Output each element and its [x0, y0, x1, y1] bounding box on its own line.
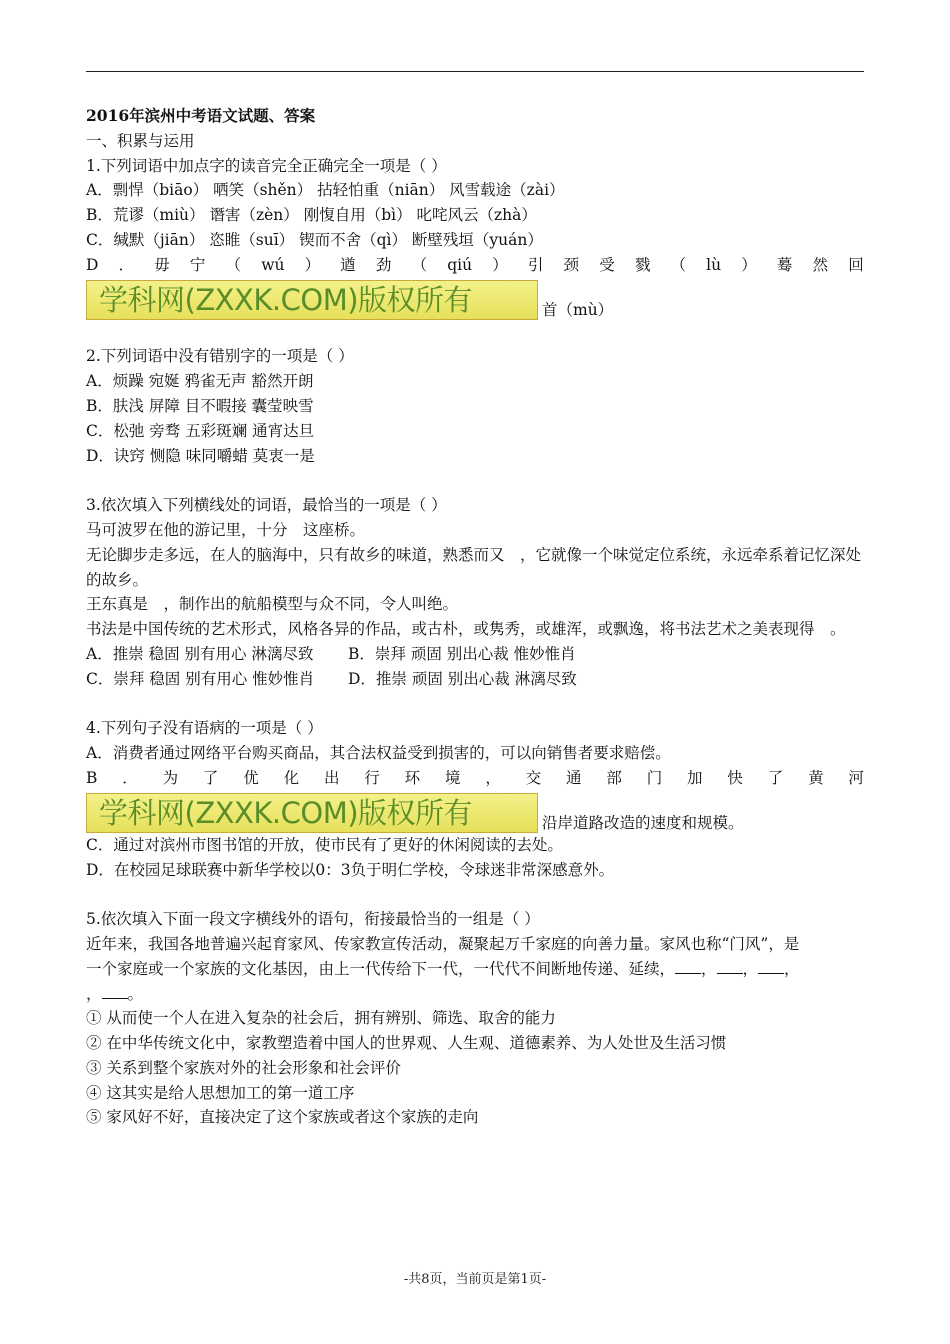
q1-option-a: A．剽悍（biāo） 哂笑（shěn） 拈轻怕重（niān） 风雪载途（zài）: [86, 181, 565, 200]
q4-stem: 4.下列句子没有语病的一项是（ ）: [86, 719, 323, 738]
q5-item-5: ⑤ 家风好不好，直接决定了这个家族或者这个家族的走向: [86, 1108, 479, 1127]
fill-blank: [675, 959, 701, 974]
q3-sentence-4: 书法是中国传统的艺术形式，风格各异的作品，或古朴，或隽秀，或雄浑，或飘逸，将书法艺术之美表现得 。: [86, 620, 846, 639]
q1-option-d: D ． 毋 宁 （ wú ） 遒 劲 （ qiú ） 引 颈 受 戮 （ lù ） 蓦 然 回: [86, 255, 864, 274]
q3-stem: 3.依次填入下列横线处的词语，最恰当的一项是（ ）: [86, 496, 447, 515]
q4-option-b-continued: [86, 791, 864, 833]
q3-options-row-1: [86, 642, 864, 667]
q4-option-a: A．消费者通过网络平台购买商品，其合法权益受到损害的，可以向销售者要求赔偿。: [86, 744, 671, 763]
q5-item-2: ② 在中华传统文化中，家教塑造着中国人的世界观、人生观、道德素养、为人处世及生活习惯: [86, 1034, 727, 1053]
q2-option-d: D．诀窍 恻隐 味同嚼蜡 莫衷一是: [86, 446, 315, 465]
section-heading: 一、积累与运用: [86, 131, 195, 150]
page-footer: -共8页，当前页是第1页-: [403, 1272, 547, 1287]
doc-title: 2016年滨州中考语文试题、答案: [86, 106, 316, 125]
q4-option-b-tail: 沿岸道路改造的速度和规模。: [542, 813, 744, 832]
q1-stem: 1.下列词语中加点字的读音完全正确完全一项是（ ）: [86, 156, 447, 175]
q3-option-d: D．推崇 顽固 别出心裁 淋漓尽致: [348, 669, 577, 688]
q1-option-c: C．缄默（jiān） 恣睢（suī） 锲而不舍（qì） 断壁残垣（yuán）: [86, 230, 543, 249]
header-rule: [86, 71, 864, 72]
q4-option-c: C．通过对滨州市图书馆的开放，使市民有了更好的休闲阅读的去处。: [86, 835, 563, 854]
q5-item-4: ④ 这其实是给人思想加工的第一道工序: [86, 1083, 355, 1102]
q5-stem: 5.依次填入下面一段文字横线外的语句，衔接最恰当的一组是（ ）: [86, 910, 540, 929]
watermark-banner: 学科网(ZXXK.COM)版权所有: [86, 793, 538, 833]
fill-blank: [717, 959, 743, 974]
fill-blank: [102, 984, 128, 999]
q4-option-b: B ． 为 了 优 化 出 行 环 境 ， 交 通 部 门 加 快 了 黄 河: [86, 768, 864, 787]
q2-stem: 2.下列词语中没有错别字的一项是（ ）: [86, 347, 354, 366]
q2-option-a: A．烦躁 宛娫 鸦雀无声 豁然开朗: [86, 372, 314, 391]
q3-option-a: A．推崇 稳固 别有用心 淋漓尽致: [86, 644, 314, 663]
q2-option-b: B．肤浅 屏障 目不暇接 囊莹映雪: [86, 396, 314, 415]
fill-blank: [758, 959, 784, 974]
q1-option-d-continued: [86, 278, 864, 320]
q3-options-row-2: [86, 667, 864, 692]
q5-passage-line-1: 近年来，我国各地普遍兴起育家风、传家教宣传活动，凝聚起万千家庭的向善力量。家风也称“门风”，是: [86, 934, 800, 953]
q5-passage-line-2: 一个家庭或一个家族的文化基因，由上一代传给下一代，一代代不间断地传递、延续， ， ， ，: [86, 959, 800, 978]
q1-option-d-tail: 首（mù）: [542, 300, 614, 319]
q2-option-c: C．松弛 旁骛 五彩斑斓 通宵达旦: [86, 421, 315, 440]
q3-sentence-2: 无论脚步走多远，在人的脑海中，只有故乡的味道，熟悉而又 ，它就像一个味觉定位系统，永远牵系着记忆深处的故乡。: [86, 545, 862, 589]
q3-sentence-3: 王东真是 ，制作出的航船模型与众不同，令人叫绝。: [86, 595, 459, 614]
q5-item-1: ① 从而使一个人在进入复杂的社会后，拥有辨别、筛选、取舍的能力: [86, 1009, 556, 1028]
watermark-banner: 学科网(ZXXK.COM)版权所有: [86, 280, 538, 320]
q3-option-b: B．崇拜 顽固 别出心裁 惟妙惟肖: [348, 644, 576, 663]
document-body: [86, 104, 864, 1130]
q4-option-d: D．在校园足球联赛中新华学校以0：3负于明仁学校，令球迷非常深感意外。: [86, 860, 615, 879]
q3-sentence-1: 马可波罗在他的游记里，十分 这座桥。: [86, 520, 366, 539]
q3-option-c: C．崇拜 稳固 别有用心 惟妙惟肖: [86, 669, 315, 688]
q5-item-3: ③ 关系到整个家族对外的社会形象和社会评价: [86, 1058, 401, 1077]
q1-option-b: B．荒谬（miù） 谮害（zèn） 刚愎自用（bì） 叱咤风云（zhà）: [86, 206, 537, 225]
q5-passage-line-3: ， 。: [86, 984, 144, 1003]
